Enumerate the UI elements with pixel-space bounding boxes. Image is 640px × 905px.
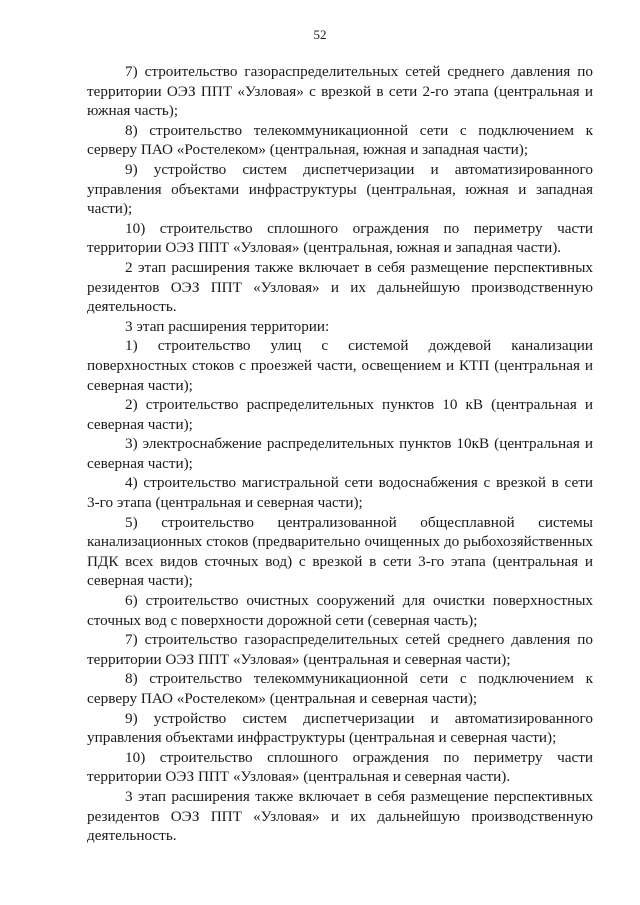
paragraph-stage2-item-9: 9) устройство систем диспетчеризации и автоматизированного управления объектами инфраструктуры (центральная, южная и западная части);: [87, 160, 593, 218]
page-number: 52: [313, 27, 327, 42]
paragraph-stage3-item-6: 6) строительство очистных сооружений для очистки поверхностных сточных вод с поверхности дорожной сети (северная часть);: [87, 592, 593, 629]
paragraph-stage2-item-10: 10) строительство сплошного ограждения по периметру части территории ОЭЗ ППТ «Узловая» (центральная, южная и западная части).: [87, 219, 593, 257]
paragraph-stage3-item-9: 9) устройство систем диспетчеризации и автоматизированного управления объектами инфраструктуры (центральная и северная части);: [87, 709, 593, 747]
paragraph-stage3-item-8: 8) строительство телекоммуникационной сети с подключением к серверу ПАО «Ростелеком» (центральная и северная части);: [87, 670, 593, 707]
paragraph-stage3-item-3: 3) электроснабжение распределительных пунктов 10кВ (центральная и северная части);: [87, 435, 593, 472]
paragraph-stage3-item-2: 2) строительство распределительных пунктов 10 кВ (центральная и северная части);: [87, 396, 593, 433]
paragraph-stage2-summary: 2 этап расширения также включает в себя размещение перспективных резидентов ОЭЗ ППТ «Узловая» и их дальнейшую производственную деятельность.: [87, 258, 593, 316]
paragraph-stage2-item-7: 7) строительство газораспределительных сетей среднего давления по территории ОЭЗ ППТ «Узловая» с врезкой в сети 2-го этапа (центральная и южная часть);: [87, 63, 593, 120]
paragraph-stage3-item-5: 5) строительство централизованной общесплавной системы канализационных стоков (предварительно очищенных до рыбохозяйственных ПДК всех видов сточных вод) с врезкой в сети 3-го этапа (центральная и северная части);: [87, 513, 593, 590]
document-body: [87, 62, 593, 846]
paragraph-stage3-item-10: 10) строительство сплошного ограждения по периметру части территории ОЭЗ ППТ «Узловая» (центральная и северная части).: [87, 748, 593, 786]
paragraph-stage3-item-1: 1) строительство улиц с системой дождевой канализации поверхностных стоков с проезжей части, освещением и КТП (центральная и северная части);: [87, 337, 593, 394]
paragraph-stage3-item-7: 7) строительство газораспределительных сетей среднего давления по территории ОЭЗ ППТ «Узловая» (центральная и северная части);: [87, 631, 593, 668]
paragraph-stage2-item-8: 8) строительство телекоммуникационной сети с подключением к серверу ПАО «Ростелеком» (центральная, южная и западная части);: [87, 121, 593, 159]
paragraph-stage3-summary: 3 этап расширения также включает в себя размещение перспективных резидентов ОЭЗ ППТ «Узловая» и их дальнейшую производственную деятельность.: [87, 787, 593, 845]
paragraph-stage3-item-4: 4) строительство магистральной сети водоснабжения с врезкой в сети 3-го этапа (центральная и северная части);: [87, 474, 593, 512]
paragraph-stage3-heading: 3 этап расширения территории:: [125, 317, 330, 335]
